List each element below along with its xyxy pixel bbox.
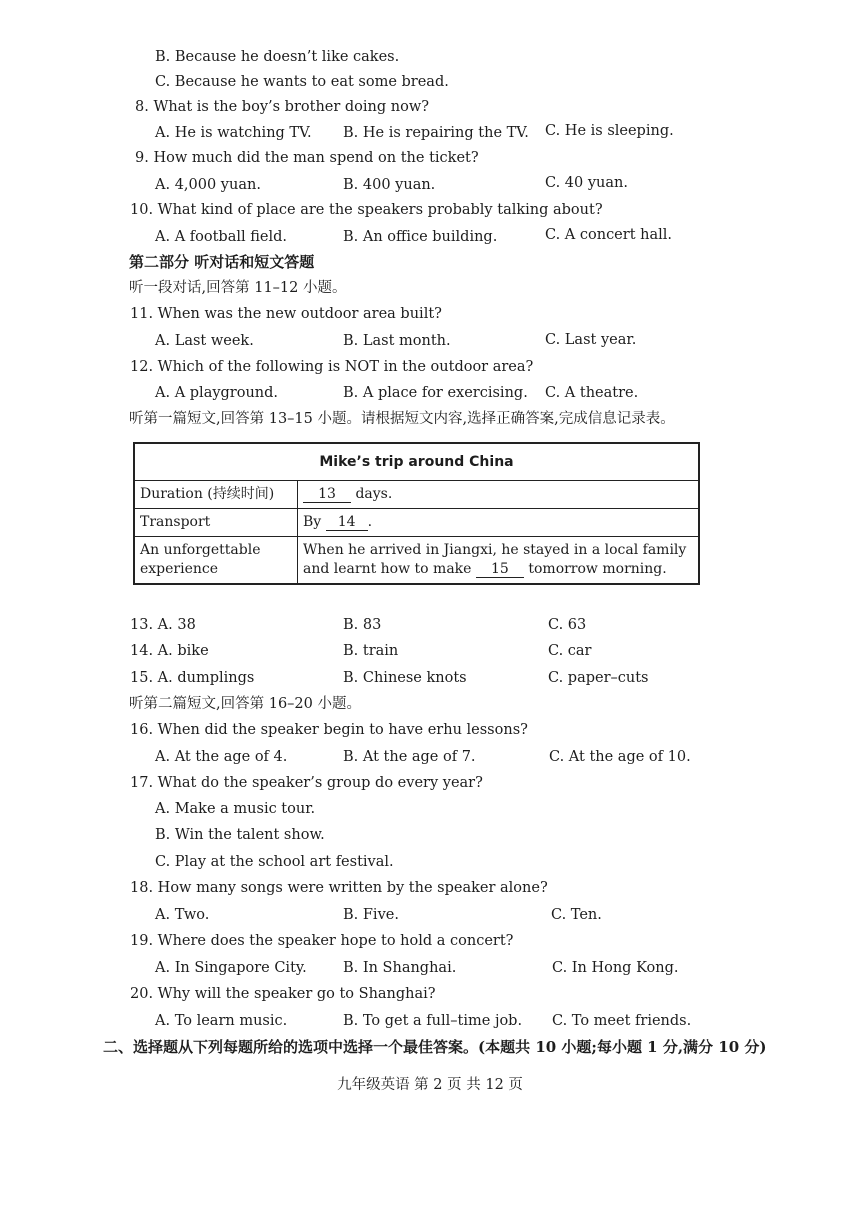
text-line: C. Play at the school art festival. [155,854,394,870]
text-line: C. car [548,643,592,659]
table-row-transport [134,509,699,537]
text-line: B. 400 yuan. [343,177,436,193]
transport-prefix: By [303,514,322,530]
text-line: A. He is watching TV. [155,125,312,141]
text-line: C. To meet friends. [552,1013,692,1029]
text-line: B. To get a full–time job. [343,1013,523,1029]
text-line: A. A playground. [155,385,279,401]
text-line: B. Last month. [343,333,451,349]
experience-cell [298,537,700,585]
duration-unit: days. [355,486,393,502]
text-line: 8. What is the boy’s brother doing now? [135,99,430,115]
text-line: 11. When was the new outdoor area built? [130,306,442,322]
text-line: C. A theatre. [545,385,639,401]
text-line: B. Five. [343,907,399,923]
text-line: C. Last year. [545,332,637,348]
blank-13[interactable]: 13 [303,486,351,503]
duration-cell [298,481,700,509]
experience-line-1: When he arrived in Jiangxi, he stayed in a local family [303,542,687,558]
text-line: A. Make a music tour. [155,801,316,817]
transport-label: Transport [134,509,298,537]
text-line: C. He is sleeping. [545,123,674,139]
text-line: 18. How many songs were written by the speaker alone? [130,880,548,896]
text-line: 13. A. 38 [130,617,196,633]
text-line: 19. Where does the speaker hope to hold a concert? [130,933,514,949]
experience-label-line-1: An unforgettable [140,542,261,558]
text-line: A. A football field. [155,229,288,245]
experience-text-before-blank: and learnt how to make [303,561,472,577]
text-line: B. train [343,643,399,659]
transport-suffix: . [367,514,373,530]
text-line: B. An office building. [343,229,498,245]
text-line: 14. A. bike [130,643,209,659]
text-line: 听第一篇短文,回答第 13–15 小题。请根据短文内容,选择正确答案,完成信息记录表。 [129,411,675,427]
text-line: B. In Shanghai. [343,960,457,976]
text-line: C. At the age of 10. [549,749,691,765]
text-line: A. Last week. [155,333,254,349]
text-line: B. At the age of 7. [343,749,476,765]
text-line: A. To learn music. [155,1013,288,1029]
text-line: C. A concert hall. [545,227,673,243]
text-line: A. 4,000 yuan. [155,177,261,193]
transport-cell [298,509,700,537]
text-line: 二、选择题从下列每题所给的选项中选择一个最佳答案。(本题共 10 小题;每小题 1 分,满分 10 分) [103,1038,767,1056]
blank-15[interactable]: 15 [476,561,524,578]
text-line: B. He is repairing the TV. [343,125,529,141]
text-line: C. Because he wants to eat some bread. [155,74,449,90]
text-line: A. At the age of 4. [155,749,288,765]
text-line: 听第二篇短文,回答第 16–20 小题。 [129,696,361,712]
table-title-row [134,443,699,481]
text-line: C. Ten. [551,907,602,923]
text-line: 15. A. dumplings [130,670,255,686]
text-line: 17. What do the speaker’s group do every year? [130,775,483,791]
text-line: 10. What kind of place are the speakers probably talking about? [130,202,603,218]
table-row-experience [134,537,699,585]
text-line: A. Two. [155,907,210,923]
info-record-table [133,442,700,585]
text-line: B. 83 [343,617,382,633]
text-line: C. paper–cuts [548,670,649,686]
text-line: C. 40 yuan. [545,175,628,191]
text-line: B. Because he doesn’t like cakes. [155,49,400,65]
page-footer: 九年级英语 第 2 页 共 12 页 [337,1077,523,1093]
text-line: 16. When did the speaker begin to have erhu lessons? [130,722,528,738]
blank-14[interactable]: 14 [326,514,368,531]
text-line: 9. How much did the man spend on the ticket? [135,150,479,166]
duration-label: Duration (持续时间) [134,481,298,509]
text-line: C. 63 [548,617,587,633]
table-title: Mike’s trip around China [134,443,699,481]
text-line: B. Chinese knots [343,670,467,686]
text-line: 听一段对话,回答第 11–12 小题。 [129,280,347,296]
table-row-duration [134,481,699,509]
experience-line-2 [303,560,693,579]
experience-text-after-blank: tomorrow morning. [528,561,667,577]
experience-label [134,537,298,585]
text-line: B. Win the talent show. [155,827,325,843]
text-line: A. In Singapore City. [155,960,307,976]
experience-label-line-2: experience [140,561,219,577]
text-line: B. A place for exercising. [343,385,528,401]
text-line: 第二部分 听对话和短文答题 [129,253,315,271]
text-line: C. In Hong Kong. [552,960,679,976]
text-line: 20. Why will the speaker go to Shanghai? [130,986,436,1002]
text-line: 12. Which of the following is NOT in the outdoor area? [130,359,534,375]
